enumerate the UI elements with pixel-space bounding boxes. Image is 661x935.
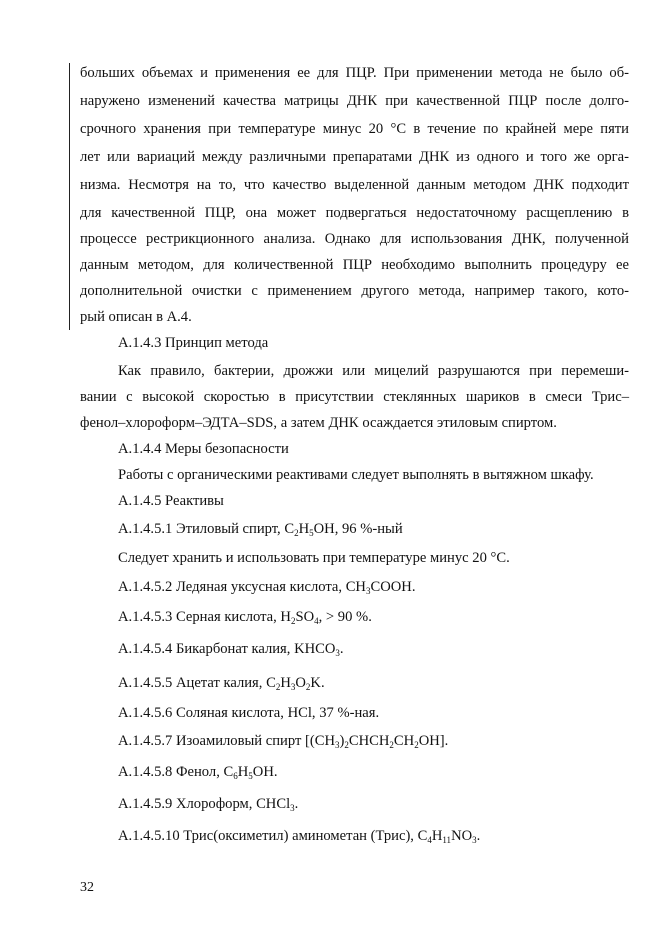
safety-text: Работы с органическими реактивами следует выполнять в вытяжном шкафу.: [118, 467, 594, 483]
chemical-formula: $C_2H_3O_2K$.: [266, 675, 325, 692]
chemical-formula: $H_2SO_4$, > 90 %.: [280, 609, 372, 626]
paragraph-line: для качественной ПЦР, она может подвергаться недостаточному расщеплению в: [80, 205, 629, 221]
chemical-formula: HCl, 37 %-ная.: [287, 705, 380, 721]
paragraph-line: срочного хранения при температуре минус 20 °C в течение по крайней мере пяти: [80, 121, 629, 137]
reagent-item: А.1.4.5.1 Этиловый спирт, $C_2H_5OH$, 96 %-ный: [118, 521, 403, 538]
chemical-formula: CHCl$_3$.: [256, 796, 299, 813]
paragraph-line: вании с высокой скоростью в присутствии стеклянных шариков в смеси Трис–: [80, 389, 629, 405]
paragraph-line: фенол–хлороформ–ЭДТА–SDS, а затем ДНК осаждается этиловым спиртом.: [80, 415, 557, 431]
paragraph-line: низма. Несмотря на то, что качество выделенной данным методом ДНК подходит: [80, 177, 629, 193]
reagent-item: А.1.4.5.2 Ледяная уксусная кислота, $CH_3COOH$.: [118, 579, 416, 596]
reagent-item: А.1.4.5.10 Трис(оксиметил) аминометан (Трис), $C_4H_{11}NO_3$.: [118, 828, 481, 845]
paragraph-line: лет или вариаций между различными препаратами ДНК из одного и того же орга-: [80, 149, 629, 165]
paragraph-line: больших объемах и применения ее для ПЦР. При применении метода не было об-: [80, 65, 629, 81]
section-heading-principle: А.1.4.3 Принцип метода: [118, 335, 269, 351]
paragraph-line: процессе рестрикционного анализа. Однако для использования ДНК, полученной: [80, 231, 629, 247]
reagent-item: А.1.4.5.7 Изоамиловый спирт $[(CH_3)_2CHCH_2CH_2OH]$.: [118, 733, 449, 750]
section-heading-safety: А.1.4.4 Меры безопасности: [118, 441, 289, 457]
reagent-item: А.1.4.5.5 Ацетат калия, $C_2H_3O_2K$.: [118, 675, 325, 692]
chemical-formula: $CH_3COOH$.: [345, 579, 416, 596]
chemical-formula: $C_6H_5OH$.: [223, 764, 278, 781]
chemical-formula: $KHCO_3$.: [294, 641, 344, 658]
reagent-item: А.1.4.5.9 Хлороформ, CHCl$_3$.: [118, 796, 299, 813]
reagent-note: Следует хранить и использовать при температуре минус 20 °C.: [118, 550, 510, 566]
paragraph-line: наружено изменений качества матрицы ДНК при качественной ПЦР после долго-: [80, 93, 629, 109]
paragraph-line: рый описан в А.4.: [80, 309, 192, 325]
change-bar: [69, 63, 70, 330]
paragraph-line: данным методом, для количественной ПЦР необходимо выполнить процедуру ее: [80, 257, 629, 273]
chemical-formula: $[(CH_3)_2CHCH_2CH_2OH]$.: [305, 733, 449, 750]
reagent-item: А.1.4.5.8 Фенол, $C_6H_5OH$.: [118, 764, 278, 781]
chemical-formula: $C_4H_{11}NO_3$.: [417, 828, 481, 845]
section-heading-reagents: А.1.4.5 Реактивы: [118, 493, 224, 509]
reagent-item: А.1.4.5.6 Соляная кислота, HCl, 37 %-ная.: [118, 705, 380, 721]
page-number: 32: [80, 880, 94, 895]
chemical-formula: $C_2H_5OH$, 96 %-ный: [284, 521, 403, 538]
reagent-item: А.1.4.5.3 Серная кислота, $H_2SO_4$, > 90 %.: [118, 609, 372, 626]
paragraph-line: Как правило, бактерии, дрожжи или мицелий разрушаются при перемеши-: [118, 363, 629, 379]
paragraph-line: дополнительной очистки с применением другого метода, например такого, кото-: [80, 283, 629, 299]
reagent-item: А.1.4.5.4 Бикарбонат калия, $KHCO_3$.: [118, 641, 344, 658]
